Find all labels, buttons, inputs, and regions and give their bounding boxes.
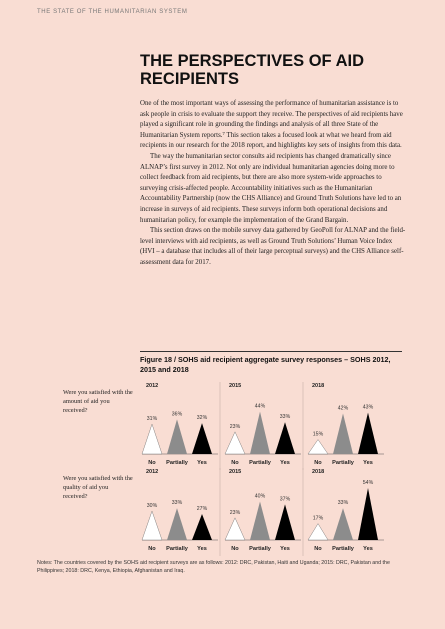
data-label: 44%	[254, 403, 266, 410]
section-title: THE PERSPECTIVES OF AID RECIPIENTS	[140, 52, 365, 88]
data-label: 43%	[362, 404, 374, 411]
data-label: 30%	[146, 503, 158, 510]
paragraph: One of the most important ways of assessing the performance of humanitarian assistance is to ask people in crisis to evaluate the support they receive. The perspectives of aid recipients have played a significant role in grounding the findings and analysis of all three State of the Humanitarian System reports.⁷ This section takes a focused look at what we heard from aid recipients in our research for the 2018 report, and highlights key sets of insights from this data.	[140, 100, 403, 150]
triangle-bar	[167, 508, 187, 540]
triangle-bar	[250, 501, 270, 540]
category-label: No	[148, 460, 156, 466]
panel-year: 2012	[146, 383, 159, 389]
category-label: Yes	[363, 546, 373, 552]
footnote: Notes: The countries covered by the SOHS aid recipient surveys are as follows: 2012: DRC, Pakistan, Haiti and Uganda; 2015: DRC, Pakistan and the Philippines; 2018: DRC, Kenya, Ethiopia, Afghanistan and Iraq.	[37, 560, 390, 574]
category-label: Yes	[280, 460, 290, 466]
paragraph: The way the humanitarian sector consults aid recipients has changed dramatically since ALNAP’s first survey in 2012. Not only are individual humanitarian agencies doing more to collect feedback from aid recipients, but there are also more system-wide approaches to surveying crisis-affected people. Accountability initiatives such as the Humanitarian Accountability Partnership (now the CHS Alliance) and Ground Truth Solutions have led to an increase in surveys of aid recipients. These surveys inform both operational decisions and humanitarian policy, for example the implementation of the Grand Bargain.	[140, 152, 402, 224]
category-label: No	[231, 546, 239, 552]
triangle-bar	[358, 488, 378, 540]
category-label: Partially	[249, 546, 271, 552]
category-label: Partially	[166, 460, 188, 466]
category-label: Yes	[280, 546, 290, 552]
data-label: 32%	[196, 415, 208, 422]
data-label: 36%	[171, 411, 183, 418]
category-label: Yes	[197, 546, 207, 552]
category-label: No	[314, 546, 322, 552]
data-label: 33%	[337, 500, 349, 507]
triangle-bar	[358, 413, 378, 454]
category-label: No	[314, 460, 322, 466]
triangle-bar	[167, 419, 187, 454]
question-label-amount: Were you satisfied with the amount of aid you received?	[63, 389, 133, 414]
category-label: No	[231, 460, 239, 466]
triangle-bar	[308, 524, 328, 540]
data-label: 27%	[196, 506, 208, 512]
panel-year: 2018	[312, 469, 325, 475]
panel-year: 2015	[229, 469, 242, 475]
category-label: Yes	[197, 460, 207, 466]
data-label: 42%	[337, 405, 349, 412]
category-label: Yes	[363, 460, 373, 466]
data-label: 33%	[171, 500, 183, 507]
data-label: 17%	[312, 515, 324, 522]
triangle-bar	[275, 504, 295, 540]
data-label: 37%	[279, 496, 291, 503]
triangle-bar	[225, 518, 245, 540]
data-label: 31%	[146, 416, 158, 423]
triangle-bar	[308, 440, 328, 454]
panel-year: 2015	[229, 383, 242, 389]
figure-caption: Figure 18 / SOHS aid recipient aggregate survey responses – SOHS 2012, 2015 and 2018	[140, 355, 391, 374]
category-label: Partially	[166, 546, 188, 552]
triangle-bar	[333, 414, 353, 454]
data-label: 15%	[312, 431, 324, 438]
triangle-bar	[192, 423, 212, 454]
paragraph: This section draws on the mobile survey data gathered by GeoPoll for ALNAP and the field-level interviews with aid recipients, as well as Ground Truth Solutions’ Human Voice Index (HVI – a database that includes all of their large perceptual surveys) and the CHS Alliance self-assessment data for 2017.	[140, 227, 406, 266]
data-label: 23%	[229, 423, 241, 430]
data-label: 54%	[362, 480, 374, 486]
data-label: 23%	[229, 509, 241, 516]
triangle-bar	[333, 508, 353, 540]
triangle-bar	[142, 424, 162, 454]
triangle-bar	[250, 412, 270, 454]
data-label: 33%	[279, 414, 291, 421]
panel-year: 2012	[146, 469, 159, 475]
question-label-quality: Were you satisfied with the quality of aid you received?	[63, 475, 133, 500]
panel-year: 2018	[312, 383, 325, 389]
category-label: Partially	[332, 546, 354, 552]
running-header: THE STATE OF THE HUMANITARIAN SYSTEM	[37, 9, 188, 15]
category-label: Partially	[249, 460, 271, 466]
triangle-bar	[142, 511, 162, 540]
triangle-bar	[225, 432, 245, 454]
triangle-bar	[275, 422, 295, 454]
triangle-bar	[192, 514, 212, 540]
category-label: No	[148, 546, 156, 552]
data-label: 40%	[254, 493, 266, 500]
category-label: Partially	[332, 460, 354, 466]
